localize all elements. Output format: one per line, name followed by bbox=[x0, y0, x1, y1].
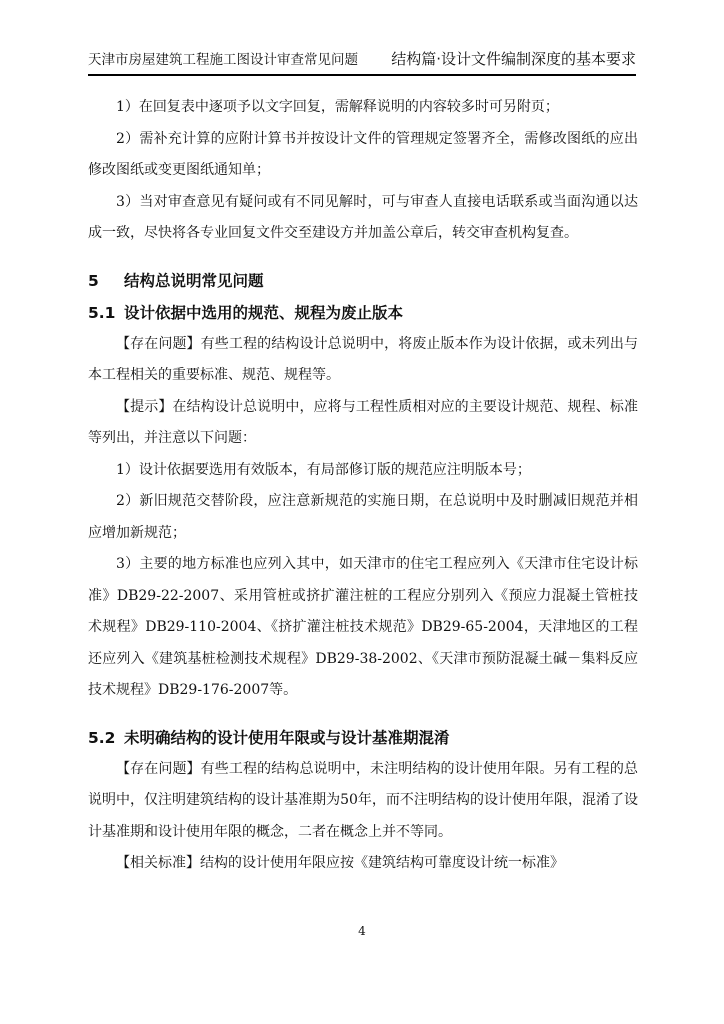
section-5-1-title: 设计依据中选用的规范、规程为废止版本 bbox=[124, 303, 404, 322]
header-right-title: 结构篇·设计文件编制深度的基本要求 bbox=[391, 50, 636, 68]
section-5-1-number: 5.1 bbox=[88, 303, 116, 322]
intro-item-3: 3）当对审查意见有疑问或有不同见解时，可与审查人直接电话联系或当面沟通以达成一致，尽快将各专业回复文件交至建设方并加盖公章后，转交审查机构复查。 bbox=[88, 193, 638, 241]
section-5-2-title: 未明确结构的设计使用年限或与设计基准期混淆 bbox=[124, 728, 450, 747]
page-number: 4 bbox=[358, 924, 366, 938]
section-5-1-heading bbox=[88, 297, 638, 329]
section-5-1-item-1: 1）设计依据要选用有效版本，有局部修订版的规范应注明版本号； bbox=[116, 461, 531, 478]
section-5-2-number: 5.2 bbox=[88, 728, 116, 747]
section-5-1-item-3: 3）主要的地方标准也应列入其中，如天津市的住宅工程应列入《天津市住宅设计标准》DB29-22-2007、采用管桩或挤扩灌注桩的工程应分别列入《预应力混凝土管桩技术规程》DB29-110-2004、《挤扩灌注桩技术规范》DB29-65-2004，天津地区的工程还应列入《建筑基桩检测技术规程》DB29-38-2002、《天津市预防混凝土碱－集料反应技术规程》DB29-176-2007等。 bbox=[88, 556, 638, 698]
section-5-1-problem: 【存在问题】有些工程的结构设计总说明中，将废止版本作为设计依据，或未列出与本工程相关的重要标准、规范、规程等。 bbox=[88, 335, 638, 383]
page-body bbox=[88, 92, 638, 880]
section-5-title: 结构总说明常见问题 bbox=[124, 271, 264, 290]
section-5-heading bbox=[88, 265, 638, 297]
header-left-title: 天津市房屋建筑工程施工图设计审查常见问题 bbox=[88, 52, 358, 68]
section-5-1-item-2: 2）新旧规范交替阶段，应注意新规范的实施日期，在总说明中及时删减旧规范并相应增加新规范； bbox=[88, 493, 638, 541]
section-5-number: 5 bbox=[88, 271, 99, 290]
section-5-1-hint: 【提示】在结构设计总说明中，应将与工程性质相对应的主要设计规范、规程、标准等列出，并注意以下问题： bbox=[88, 398, 638, 446]
section-5-2-standard: 【相关标准】结构的设计使用年限应按《建筑结构可靠度设计统一标准》 bbox=[116, 855, 564, 871]
section-5-2-problem: 【存在问题】有些工程的结构总说明中，未注明结构的设计使用年限。另有工程的总说明中，仅注明建筑结构的设计基准期为50年，而不注明结构的设计使用年限，混淆了设计基准期和设计使用年限的概念，二者在概念上并不等同。 bbox=[88, 760, 638, 840]
intro-item-2: 2）需补充计算的应附计算书并按设计文件的管理规定签署齐全，需修改图纸的应出修改图纸或变更图纸通知单； bbox=[88, 130, 638, 178]
section-5-2-heading bbox=[88, 722, 638, 754]
intro-item-1: 1）在回复表中逐项予以文字回复，需解释说明的内容较多时可另附页； bbox=[116, 99, 559, 115]
page-header bbox=[88, 44, 636, 76]
